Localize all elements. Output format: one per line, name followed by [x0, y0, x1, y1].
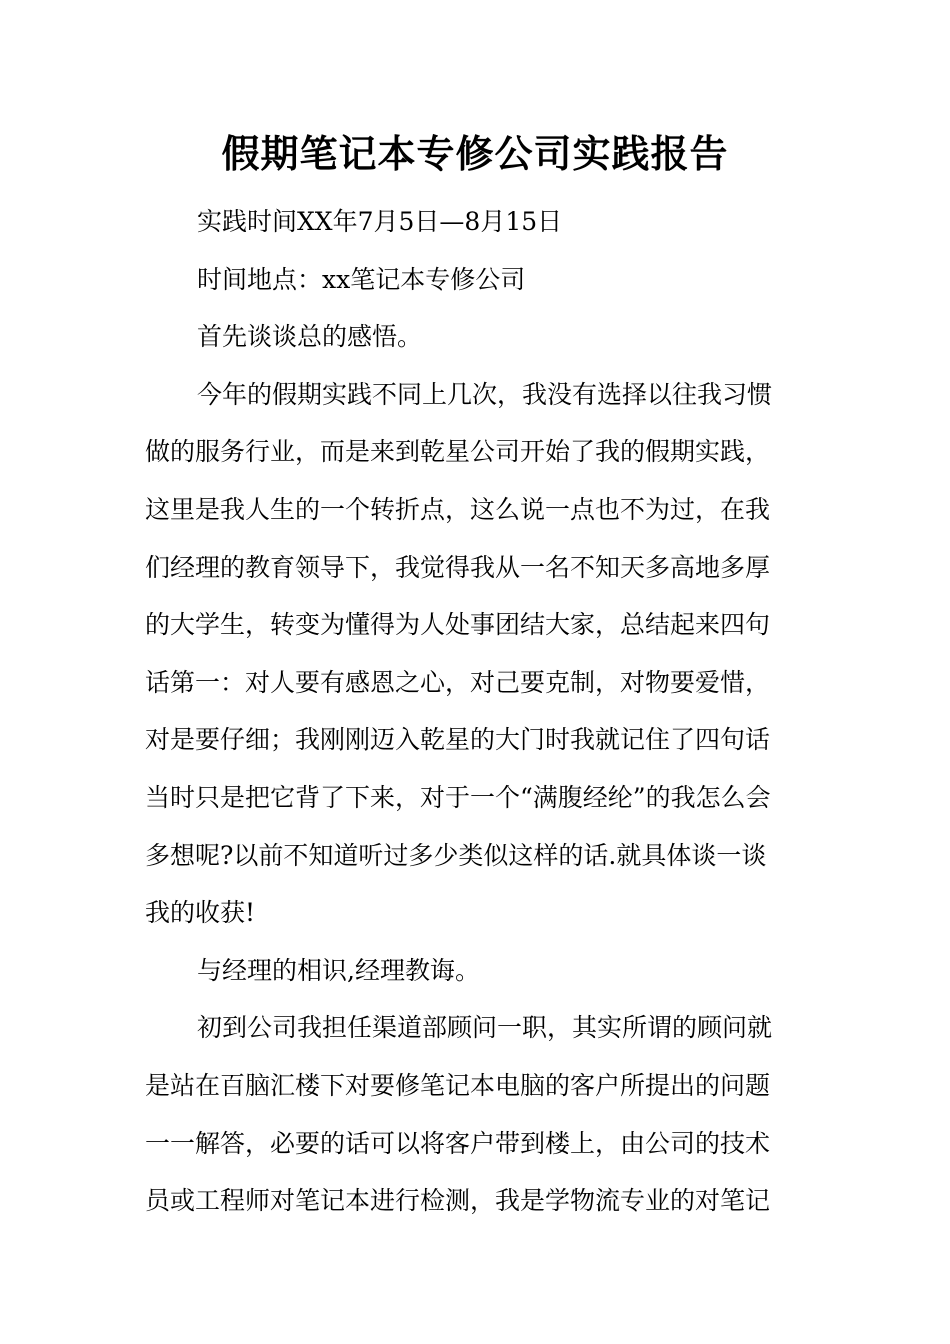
paragraph-line: 做的服务行业，而是来到乾星公司开始了我的假期实践， — [145, 437, 771, 467]
paragraph-line-practice-time: 实践时间XX年7月5日—8月15日 — [197, 207, 563, 236]
paragraph-line: 员或工程师对笔记本进行检测，我是学物流专业的对笔记 — [145, 1186, 771, 1216]
paragraph-line: 今年的假期实践不同上几次，我没有选择以往我习惯 — [197, 379, 773, 409]
paragraph-line-location: 时间地点：xx笔记本专修公司 — [197, 264, 526, 294]
document-body — [145, 193, 810, 1230]
paragraph-line: 当时只是把它背了下来，对于一个“满腹经纶”的我怎么会 — [145, 782, 771, 812]
paragraph-line: 对是要仔细；我刚刚迈入乾星的大门时我就记住了四句话 — [145, 725, 771, 755]
paragraph-line: 一一解答，必要的话可以将客户带到楼上，由公司的技术 — [145, 1128, 771, 1158]
paragraph-line: 是站在百脑汇楼下对要修笔记本电脑的客户所提出的问题 — [145, 1070, 771, 1100]
paragraph-line: 初到公司我担任渠道部顾问一职，其实所谓的顾问就 — [197, 1013, 773, 1043]
paragraph-line: 多想呢?以前不知道听过多少类似这样的话.就具体谈一谈 — [145, 840, 767, 870]
paragraph-line: 们经理的教育领导下，我觉得我从一名不知天多高地多厚 — [145, 552, 771, 582]
paragraph-line-overview: 首先谈谈总的感悟。 — [197, 322, 423, 352]
document-title: 假期笔记本专修公司实践报告 — [221, 131, 729, 176]
paragraph-line: 的大学生，转变为懂得为人处事团结大家，总结起来四句 — [145, 610, 771, 640]
paragraph-line: 这里是我人生的一个转折点，这么说一点也不为过，在我 — [145, 494, 771, 524]
paragraph-line-manager: 与经理的相识,经理教诲。 — [197, 955, 480, 985]
paragraph-line: 我的收获! — [145, 898, 256, 928]
paragraph-line: 话第一：对人要有感恩之心，对己要克制，对物要爱惜， — [145, 667, 771, 697]
